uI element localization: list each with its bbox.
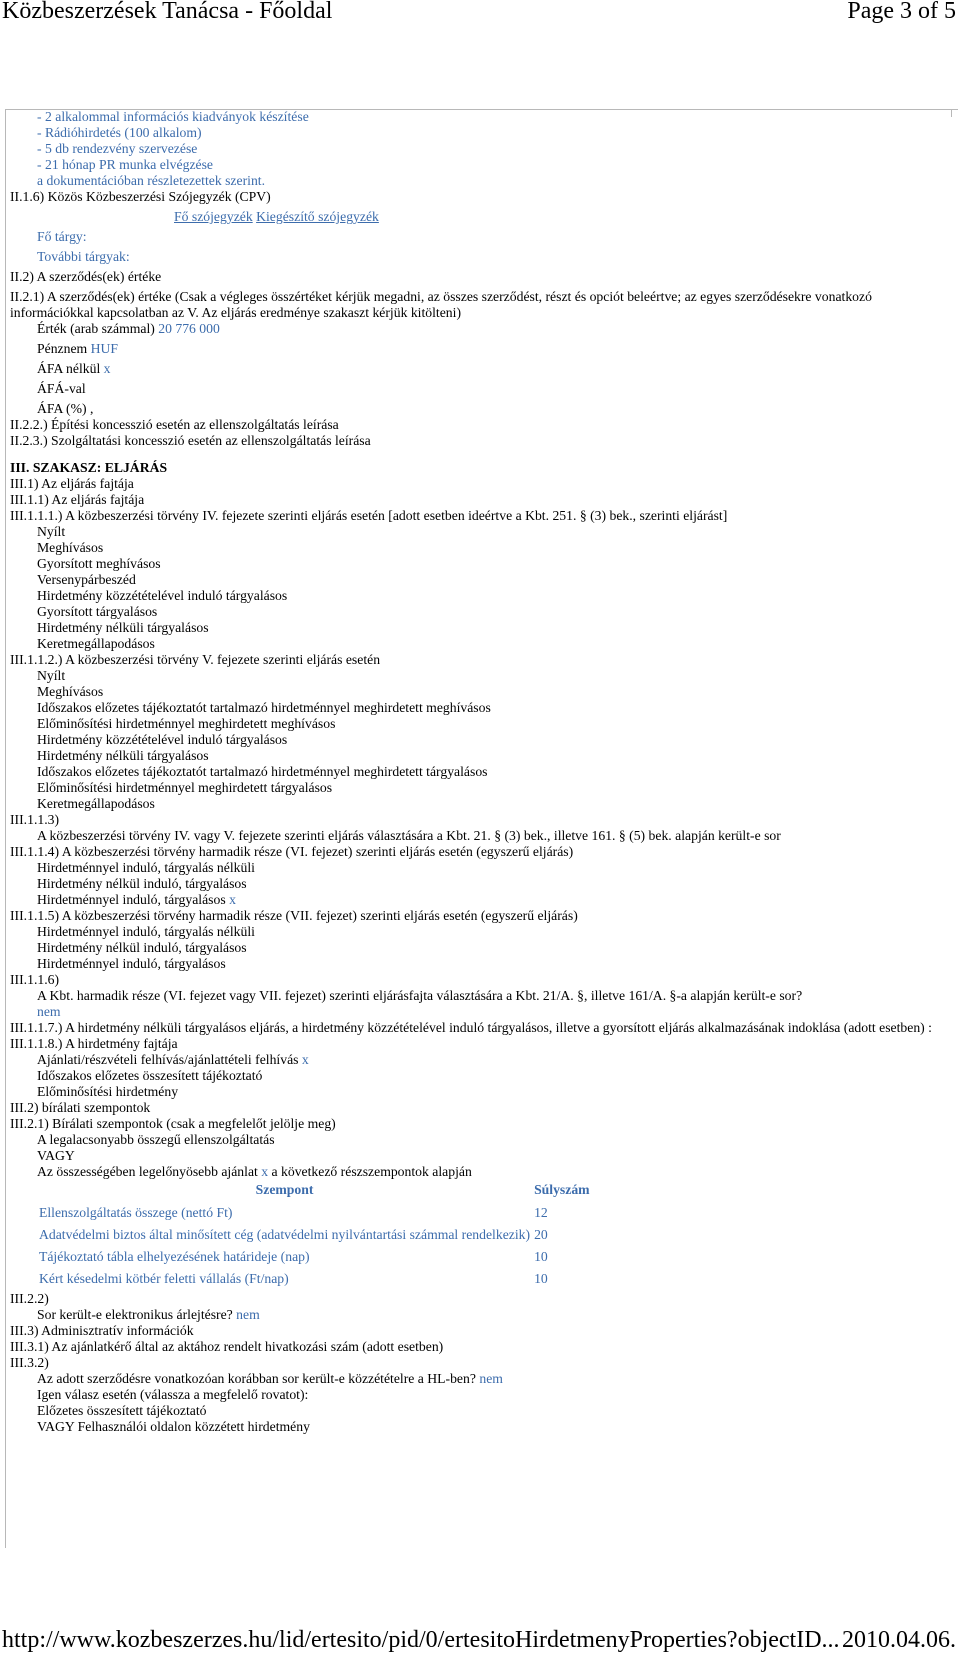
- print-date: 2010.04.06.: [842, 1627, 956, 1653]
- section-heading: II.2.2.) Építési koncesszió esetén az ellenszolgáltatás leírása: [10, 417, 339, 432]
- option-label-suffix: a következő részszempontok alapján: [271, 1164, 472, 1179]
- criterion-weight: 12: [534, 1205, 548, 1220]
- answer-text: nem: [479, 1371, 503, 1386]
- answer-text: nem: [37, 1004, 61, 1019]
- instruction-text: Igen válasz esetén (válassza a megfelelő rovatot):: [37, 1387, 309, 1402]
- table-row: [37, 1247, 592, 1269]
- section-heading: III.1.1.3): [10, 812, 60, 827]
- table-row: [37, 1225, 592, 1247]
- section-heading: III.1.1.6): [10, 972, 60, 987]
- main-subject-label: Fő tárgy:: [37, 229, 87, 244]
- section-heading: III.1.1) Az eljárás fajtája: [10, 492, 145, 507]
- option-item: Nyílt: [37, 524, 66, 539]
- option-item-selected: [10, 1164, 950, 1180]
- section-heading: III.3) Adminisztratív információk: [10, 1323, 194, 1338]
- currency-row: [10, 341, 950, 357]
- vat-pct-label: ÁFA (%) ,: [37, 401, 94, 416]
- option-item: Hirdetmény közzétételével induló tárgyalásos: [37, 732, 288, 747]
- vat-excl-mark: x: [103, 361, 111, 376]
- frame-corner: [951, 109, 952, 117]
- option-item: Nyílt: [37, 668, 66, 683]
- option-item: Meghívásos: [37, 540, 104, 555]
- section-heading: III.2.1) Bírálati szempontok (csak a megfelelőt jelölje meg): [10, 1116, 336, 1131]
- option-item: Hirdetménnyel induló, tárgyalás nélküli: [37, 860, 255, 875]
- criteria-header-weight: Súlyszám: [534, 1182, 590, 1197]
- option-item: Gyorsított meghívásos: [37, 556, 161, 571]
- page-title: Közbeszerzések Tanácsa - Főoldal: [2, 0, 333, 24]
- question-text: Az adott szerződésre vonatkozóan korábban sor került-e közzétételre a HL-ben?: [37, 1371, 476, 1386]
- vat-excl-label: ÁFA nélkül: [37, 361, 101, 376]
- criterion-name: Tájékoztató tábla elhelyezésének határideje (nap): [39, 1249, 310, 1264]
- section-heading: III.1.1.8.) A hirdetmény fajtája: [10, 1036, 178, 1051]
- section-heading: III.1) Az eljárás fajtája: [10, 476, 134, 491]
- selected-mark: x: [261, 1164, 269, 1179]
- section-heading: III.1.1.2.) A közbeszerzési törvény V. fejezete szerinti eljárás esetén: [10, 652, 381, 667]
- option-label: Hirdetménnyel induló, tárgyalásos: [37, 892, 226, 907]
- option-item: Gyorsított tárgyalásos: [37, 604, 158, 619]
- section-heading: III.2) bírálati szempontok: [10, 1100, 151, 1115]
- option-item: A legalacsonyabb összegű ellenszolgáltatás: [37, 1132, 275, 1147]
- option-label: Ajánlati/részvételi felhívás/ajánlattételi felhívás: [37, 1052, 299, 1067]
- page-url: http://www.kozbeszerzes.hu/lid/ertesito/pid/0/ertesitoHirdetmenyProperties?objectID...: [2, 1627, 840, 1653]
- section-heading: III.2.2): [10, 1291, 49, 1306]
- section-heading: III.1.1.7.) A hirdetmény nélküli tárgyalásos eljárás, a hirdetmény közzétételével induló tárgyalásos, illetve a gyorsított eljárás alkalmazásának indoklása (adott esetben) :: [10, 1020, 932, 1035]
- section-heading: II.2) A szerződés(ek) értéke: [10, 269, 162, 284]
- vat-excl-row: [10, 361, 950, 377]
- section-title: III. SZAKASZ: ELJÁRÁS: [10, 460, 168, 475]
- value-row: [10, 321, 950, 337]
- option-item: Hirdetmény nélkül induló, tárgyalásos: [37, 876, 247, 891]
- option-item: Meghívásos: [37, 684, 104, 699]
- section-heading: III.1.1.4) A közbeszerzési törvény harmadik része (VI. fejezet) szerinti eljárás esetén (egyszerű eljárás): [10, 844, 574, 859]
- value: 20 776 000: [158, 321, 220, 336]
- option-item: Előminősítési hirdetmény: [37, 1084, 179, 1099]
- item-line: - Rádióhirdetés (100 alkalom): [37, 125, 202, 140]
- currency: HUF: [90, 341, 118, 356]
- criteria-header-row: [37, 1182, 592, 1203]
- page-number: Page 3 of 5: [847, 0, 956, 24]
- table-row: [37, 1269, 592, 1291]
- option-item: Előminősítési hirdetménnyel meghirdetett tárgyalásos: [37, 780, 333, 795]
- option-item: Keretmegállapodásos: [37, 796, 155, 811]
- or-text: VAGY: [37, 1148, 75, 1163]
- option-item-selected: [10, 1052, 950, 1068]
- section-heading: II.2.3.) Szolgáltatási koncesszió esetén az ellenszolgáltatás leírása: [10, 433, 371, 448]
- document-body: [10, 109, 950, 1435]
- print-header: [0, 0, 960, 30]
- selected-mark: x: [229, 892, 236, 907]
- item-line: a dokumentációban részletezettek szerint.: [37, 173, 266, 188]
- section-heading: III.3.1) Az ajánlatkérő által az aktához rendelt hivatkozási szám (adott esetben): [10, 1339, 444, 1354]
- option-item: Előzetes összesített tájékoztató: [37, 1403, 207, 1418]
- option-item: Versenypárbeszéd: [37, 572, 136, 587]
- section-heading: III.1.1.5) A közbeszerzési törvény harmadik része (VII. fejezet) szerinti eljárás esetén (egyszerű eljárás): [10, 908, 578, 923]
- option-item: Időszakos előzetes tájékoztatót tartalmazó hirdetménnyel meghirdetett meghívásos: [37, 700, 491, 715]
- other-subjects-label: További tárgyak:: [37, 249, 130, 264]
- selected-mark: x: [301, 1052, 309, 1067]
- item-line: - 2 alkalommal információs kiadványok készítése: [37, 109, 309, 124]
- question-text: Sor került-e elektronikus árlejtésre?: [37, 1307, 233, 1322]
- option-item: Hirdetmény nélküli tárgyalásos: [37, 620, 209, 635]
- option-item: Hirdetmény nélkül induló, tárgyalásos: [37, 940, 247, 955]
- option-item: Időszakos előzetes összesített tájékoztató: [37, 1068, 263, 1083]
- vat-incl-label: ÁFÁ-val: [37, 381, 86, 396]
- criterion-name: Kért késedelmi kötbér feletti vállalás (Ft/nap): [39, 1271, 289, 1286]
- table-row: [37, 1203, 592, 1225]
- cpv-extra-link[interactable]: Kiegészítő szójegyzék: [256, 209, 379, 224]
- criterion-name: Adatvédelmi biztos által minősített cég (adatvédelmi nyilvántartási számmal rendelkezik): [39, 1227, 531, 1242]
- option-item: Előminősítési hirdetménnyel meghirdetett meghívásos: [37, 716, 336, 731]
- section-heading: II.1.6) Közös Közbeszerzési Szójegyzék (CPV): [10, 189, 271, 204]
- question-text: A közbeszerzési törvény IV. vagy V. fejezete szerinti eljárás választására a Kbt. 21. § (3) bek., illetve 161. § (5) bek. alapján került-e sor: [37, 828, 781, 843]
- option-item-selected: [10, 892, 950, 908]
- currency-label: Pénznem: [37, 341, 88, 356]
- section-heading: II.2.1) A szerződés(ek) értéke (Csak a végleges összértéket kérjük megadni, az összes szerződést, részt és opciót beleértve; az egyes szerződésekre vonatkozó információkkal kapcsolatban az V. Az eljárás eredménye szakaszt kérjük kitölteni): [10, 289, 872, 320]
- option-item: VAGY Felhasználói oldalon közzétett hirdetmény: [37, 1419, 310, 1434]
- criterion-weight: 10: [534, 1271, 548, 1286]
- print-footer: [0, 1624, 960, 1654]
- option-item: Hirdetmény közzétételével induló tárgyalásos: [37, 588, 288, 603]
- question-row: [10, 1307, 950, 1323]
- item-line: - 21 hónap PR munka elvégzése: [37, 157, 213, 172]
- criterion-weight: 20: [534, 1227, 548, 1242]
- criterion-name: Ellenszolgáltatás összege (nettó Ft): [39, 1205, 233, 1220]
- criteria-table: [37, 1182, 592, 1291]
- question-row: [10, 1371, 950, 1387]
- answer-text: nem: [236, 1307, 260, 1322]
- option-item: Keretmegállapodásos: [37, 636, 155, 651]
- value-label: Érték (arab számmal): [37, 321, 155, 336]
- option-item: Hirdetmény nélküli tárgyalásos: [37, 748, 209, 763]
- option-label: Az összességében legelőnyösebb ajánlat: [37, 1164, 258, 1179]
- criterion-weight: 10: [534, 1249, 548, 1264]
- cpv-main-link[interactable]: Fő szójegyzék: [174, 209, 253, 224]
- section-heading: III.1.1.1.) A közbeszerzési törvény IV. fejezete szerinti eljárás esetén [adott esetben ideértve a Kbt. 251. § (3) bek., szerinti eljárást]: [10, 508, 728, 523]
- question-text: A Kbt. harmadik része (VI. fejezet vagy VII. fejezet) szerinti eljárásfajta választására a Kbt. 21/A. §, illetve 161/A. §-a alapján került-e sor?: [37, 988, 803, 1003]
- option-item: Időszakos előzetes tájékoztatót tartalmazó hirdetménnyel meghirdetett tárgyalásos: [37, 764, 488, 779]
- section-heading: III.3.2): [10, 1355, 49, 1370]
- option-item: Hirdetménnyel induló, tárgyalásos: [37, 956, 226, 971]
- item-line: - 5 db rendezvény szervezése: [37, 141, 198, 156]
- criteria-header-name: Szempont: [255, 1182, 314, 1197]
- option-item: Hirdetménnyel induló, tárgyalás nélküli: [37, 924, 255, 939]
